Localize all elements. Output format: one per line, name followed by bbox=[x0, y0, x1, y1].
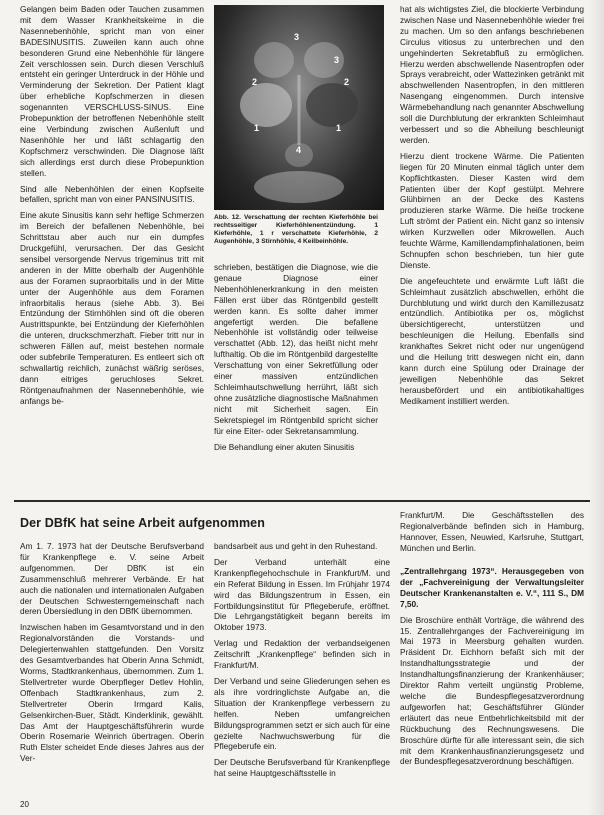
figure-label: 1 bbox=[336, 123, 342, 133]
figure-label: 4 bbox=[296, 145, 302, 155]
figure-label: 1 bbox=[254, 123, 260, 133]
paragraph: Am 1. 7. 1973 hat der Deutsche Berufsverband für Krankenpflege e. V. seine Arbeit aufgenommen. Der DBfK ist ein Zusammenschluß mehrerer Verbände. Er hat auch die nationalen und internationalen Aufgaben der Deutschen Schwesterngemeinschaft nach deren Übersiedlung in den DBfK übernommen. bbox=[20, 541, 204, 617]
paragraph: bandsarbeit aus und geht in den Ruhestand. bbox=[214, 541, 378, 551]
paragraph: Sind alle Nebenhöhlen der einen Kopfseite befallen, spricht man von einer PANSINUSITIS. bbox=[20, 183, 204, 205]
paragraph: Der Verband und seine Gliederungen sehen es als ihre vordringlichste Aufgabe an, die Situation der Krankenpflege verbessern zu helfen. Neben umfangreichen Bildungsprogrammen setzt er sich auch für eine gezielte Nachwuchswerbung für die Pflegeberufe ein. bbox=[214, 675, 390, 752]
page-edge-shadow bbox=[588, 0, 604, 815]
news-column-3 bbox=[400, 510, 584, 554]
paragraph: Die angefeuchtete und erwärmte Luft läßt die Schleimhaut zusätzlich abschwellen, erhöht die Durchblutung und wirkt durch den Kamillezusatz entzündlich. Antibiotika per os, möglichst übersichtigerecht, unterstützen und beschleunigen die Heilung. Ebenfalls sind krankhaftes Sekret nicht oder nur ungenügend und die Heilung tritt deswegen nicht ein, dann kann durch eine Spülung oder Drainage der jeweiligen Nebenhöhle das Sekret herausbefördert und ein antibiotikahaltiges Medikament instilliert werden. bbox=[400, 275, 584, 406]
book-review bbox=[400, 566, 584, 767]
paragraph: Die Behandlung einer akuten Sinusitis bbox=[214, 441, 355, 452]
paragraph: schrieben, bestätigen die Diagnose, wie die genaue Diagnose einer Nebenhöhlenerkrankung in den meisten Fällen erst über das Röntgenbild gestellt werden kann. Es sollte daher immer angefertigt werden. Die befallene Nebenhöhle ist vollständig oder teilweise verschattet (Abb. 12), das heißt nicht mehr lufthaltig. Ob die im Röntgenbild dargestellte Verschattung von einer Sekretfüllung oder einer massiven entzündlichen Schleimhautschwellung herrührt, läßt sich ohne zusätzliche diagnostische Maßnahmen nicht mit Sicherheit sagen. Ein Sekretspiegel im Röntgenbild spricht sicher für eine Eiter- oder Sekretansammlung. bbox=[214, 262, 378, 436]
xray-figure bbox=[214, 5, 384, 210]
article-column-3 bbox=[400, 4, 584, 407]
paragraph: Der Verband unterhält eine Krankenpflegehochschule in Frankfurt/M. und ein Referat Bildung in Essen. Im Frühjahr 1974 wird das Bildungszentrum in Essen, ein Fortbildungsinstitut für Pflegeberufe, eröffnet. Die Lehrgangstätigkeit begann bereits im Oktober 1973. bbox=[214, 556, 390, 633]
article-column-1 bbox=[20, 4, 204, 407]
paragraph: hat als wichtigstes Ziel, die blockierte Verbindung zwischen Nase und Nasennebenhöhle wieder frei zu machen. Um so den anfangs beschriebenen Circulus vitiosus zu unterbrechen und den ungehinderten Sekretabfluß zu ermöglichen. Hierzu werden abschwellende Nasentropfen oder Sprays verabreicht, oder Wattezinken getränkt mit abschwellenden Nasentropfen, in den mittleren Nasengang eingenommen. Durch intensive Wärmebehandlung nach genannter Abschwellung soll die Durchblutung der erkrankten Schleimhaut verbessert und so die Abheilung beschleunigt werden. bbox=[400, 4, 584, 145]
paragraph: Gelangen beim Baden oder Tauchen zusammen mit dem Wasser Krankheitskeime in die Nasennebenhöhle, spricht man von einer BADESINUSITIS. Zuweilen kann auch ohne besonderen Grund eine Nebenhöhle für längere Zeit verschlossen sein. Durch diesen Verschluß entsteht ein geringer Unterdruck in der Höhle und Verminderung der Sekretion. Der Patient klagt über erhebliche Kopfschmerzen in diesen sogenannten VERSCHLUSS-SINUS. Eine Probepunktion der betroffenen Nebenhöhle stellt eine Verbindung zwischen Außenluft und Nasenhöhle her und läßt schlagartig den Kopfschmerz verschwinden. Die Diagnose läßt sich allerdings erst durch diese Probepunktion stellen. bbox=[20, 4, 204, 178]
figure-label: 2 bbox=[252, 77, 258, 87]
page-number: 20 bbox=[20, 800, 29, 809]
news-column-2 bbox=[214, 541, 390, 779]
article-headline: Der DBfK hat seine Arbeit aufgenommen bbox=[20, 516, 265, 530]
paragraph: Verlag und Redaktion der verbandseigenen Zeitschrift „Krankenpflege“ befinden sich in Frankfurt/M. bbox=[214, 638, 390, 671]
paragraph: Die Broschüre enthält Vorträge, die während des 15. Zentrallehrganges der Fachvereinigung im Mai 1973 in Meersburg gehalten wurden. Präsident Dr. Eichhorn befaßt sich mit der Instandhaltungsstrategie und der Instandhaltungsfinanzierung der Krankenhäuser; Direktor Rahm verteilt ungünstig Probleme, welche die Bundespflegesatzverordnung aufgeworfen hat; Geschäftsführer Glünder erläutert das neue Entbehrlichkeitsbild mit der Rückbuchung des Rechnungswesens. Die Broschüre dürfte für alle interessant sein, die sich mit dem Krankenhausfinanzierungsgesetz und der Bundespflegesatzverordnung beschäftigen. bbox=[400, 614, 584, 767]
figure-label: 2 bbox=[344, 77, 350, 87]
news-column-1 bbox=[20, 541, 204, 764]
paragraph: Der Deutsche Berufsverband für Krankenpflege hat seine Hauptgeschäftsstelle in bbox=[214, 757, 390, 779]
figure-label: 3 bbox=[294, 32, 300, 42]
paragraph: Hierzu dient trockene Wärme. Die Patienten liegen für 20 Minuten einmal täglich unter dem Kopflichtkasten. Dieser Kasten wird dem Patienten über der Kopf gestülpt. Mehrere Glühbirnen an der Decke des Kastens produzieren starke Wärme. Die heiße trockene Luft strömt der Patient ein. Nicht ganz so intensiv wirken Kurzwellen oder Mikrowellen. Auch feuchte Wärme, Kamillendampfinhalationen, beim Schnupfen schon beschrieben, tun hier gute Dienste. bbox=[400, 150, 584, 270]
figure-label: 3 bbox=[334, 55, 340, 65]
article-column-2 bbox=[214, 262, 378, 452]
paragraph: Inzwischen haben im Gesamtvorstand und in den Regionalvorständen die Vorstands- und Delegiertenwahlen stattgefunden. Den Vorsitz des Gesamtverbandes hat Oberin Anna Schmidt, Worms, Stadtkrankenhaus, übernommen. Zum 1. Stellvertreter wurde Oberpfleger Detlev Hohlin, Offenbach Stadtkrankenhaus, zum 2. Stellvertreter Oberin Irmgard Kalis, Gelsenkirchen-Buer, Städt. Kinderklinik, gewählt. Das Amt der Hauptgeschäftsführerin wurde Oberin Rosemarie Weinrich übertragen. Oberin Ruth Elster scheidet Ende dieses Jahres aus der Ver- bbox=[20, 622, 204, 764]
review-title: „Zentrallehrgang 1973“. Herausgegeben von der „Fachvereinigung der Verwaltungsleiter Deutscher Krankenanstalten e. V.“, 111 S., DM 7,50. bbox=[400, 566, 584, 609]
paragraph: Eine akute Sinusitis kann sehr heftige Schmerzen im Bereich der befallenen Nebenhöhle, bei Schrittstau aber auch nur ein dumpfes Druckgefühl, verursachen. Der das Gesicht sensibel versorgende Nervus trigeminus tritt mit anderen in der Mitte oberhalb der Augenhöhle aus der Foramen supraorbitalis und in der Mitte unter der Augenhöhle aus dem Foramen infraorbitalis heraus (siehe Abb. 3). Bei Entzündung der Stirnhöhlen sind oft die oberen Austrittspunkte, bei Entzündung der Kieferhöhlen die unteren, druckschmerzhaft. Fieber tritt nur in schweren Fällen auf, meist bestehen normale oder subfebrile Temperaturen. Es entleert sich oft schwallartig reichlich, zunächst wäßrig seröses, dann eitriges geruchloses Sekret. Röntgenaufnahmen der Nasennebenhöhle, wie anfangs be- bbox=[20, 210, 204, 406]
paragraph: Frankfurt/M. Die Geschäftsstellen des Regionalverbände befinden sich in Hamburg, Hannover, Essen, Neuwied, Karlsruhe, Stuttgart, München und Berlin. bbox=[400, 510, 584, 553]
figure-caption: Abb. 12. Verschattung der rechten Kieferhöhle bei rechtsseitiger Kieferhöhlenentzündung. 1 Kieferhöhle, 1 r verschattete Kieferhöhle, 2 Augenhöhle, 3 Stirnhöhle, 4 Keilbeinhöhle. bbox=[214, 214, 378, 245]
section-divider bbox=[14, 500, 590, 502]
